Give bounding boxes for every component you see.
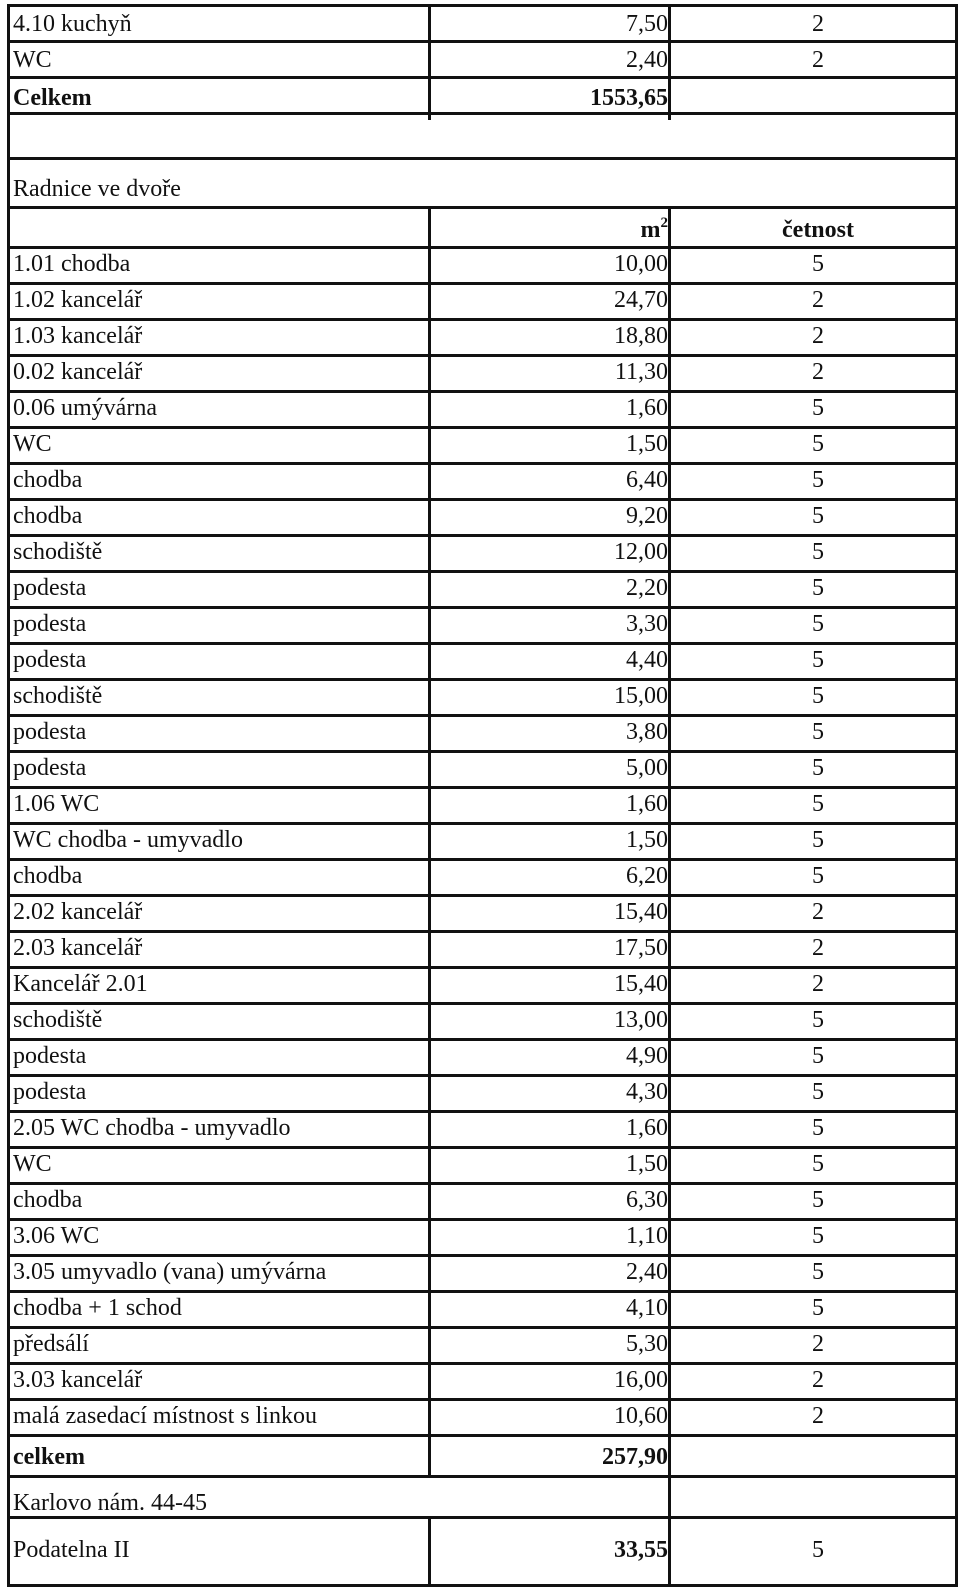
- row-area: 12,00: [614, 539, 668, 565]
- row-name: 1.02 kancelář: [13, 287, 143, 313]
- row-name: 3.05 umyvadlo (vana) umývárna: [13, 1259, 327, 1285]
- total-label: Celkem: [13, 85, 92, 111]
- row-area: 2,20: [626, 575, 668, 601]
- row-divider: [7, 1516, 958, 1519]
- row-count: 2: [812, 11, 824, 37]
- row-name: podesta: [13, 575, 87, 601]
- row-name: WC chodba - umyvadlo: [13, 827, 243, 853]
- row-count: 2: [812, 1403, 824, 1429]
- row-area: 15,40: [614, 899, 668, 925]
- row-area: 18,80: [614, 323, 668, 349]
- row-count: 5: [812, 539, 824, 565]
- row-area: 1,60: [626, 791, 668, 817]
- row-count: 5: [812, 1295, 824, 1321]
- row-count: 5: [812, 1079, 824, 1105]
- row-count: 5: [812, 647, 824, 673]
- row-divider: [7, 390, 958, 393]
- row-count: 5: [812, 863, 824, 889]
- row-name: podesta: [13, 611, 87, 637]
- row-divider: [7, 606, 958, 609]
- row-area: 2,40: [626, 47, 668, 73]
- column-divider: [668, 1516, 671, 1587]
- row-name: podesta: [13, 647, 87, 673]
- row-divider: [7, 1475, 958, 1478]
- row-count: 5: [812, 755, 824, 781]
- row-divider: [7, 1434, 958, 1437]
- row-count: 5: [812, 791, 824, 817]
- area-column-header: $m^2$: [640, 215, 668, 243]
- row-name: předsálí: [13, 1331, 89, 1357]
- row-count: 2: [812, 1367, 824, 1393]
- location-label: Karlovo nám. 44-45: [13, 1490, 207, 1516]
- row-divider: [7, 282, 958, 285]
- row-count: 2: [812, 971, 824, 997]
- row-name: 4.10 kuchyň: [13, 11, 132, 37]
- row-count: 5: [812, 1259, 824, 1285]
- row-name: chodba: [13, 1187, 83, 1213]
- row-divider: [7, 1254, 958, 1257]
- row-name: 1.01 chodba: [13, 251, 131, 277]
- row-divider: [7, 498, 958, 501]
- row-name: podesta: [13, 1079, 87, 1105]
- row-name: 2.02 kancelář: [13, 899, 143, 925]
- row-divider: [7, 1326, 958, 1329]
- row-name: 2.05 WC chodba - umyvadlo: [13, 1115, 291, 1141]
- row-area: 1,50: [626, 1151, 668, 1177]
- row-count: 5: [812, 251, 824, 277]
- row-area: 1,50: [626, 431, 668, 457]
- row-divider: [7, 40, 958, 43]
- row-area: 10,60: [614, 1403, 668, 1429]
- row-area: 11,30: [614, 359, 668, 385]
- row-area: 4,10: [626, 1295, 668, 1321]
- row-count: 5: [812, 467, 824, 493]
- row-divider: [7, 642, 958, 645]
- row-divider: [7, 1398, 958, 1401]
- row-count: 5: [812, 1007, 824, 1033]
- row-area: 4,90: [626, 1043, 668, 1069]
- row-count: 2: [812, 1331, 824, 1357]
- row-divider: [7, 534, 958, 537]
- row-area: 15,00: [614, 683, 668, 709]
- row-area: 2,40: [626, 1259, 668, 1285]
- row-divider: [7, 318, 958, 321]
- row-divider: [7, 112, 958, 115]
- row-divider: [7, 1362, 958, 1365]
- row-area: 5,00: [626, 755, 668, 781]
- row-name: 3.03 kancelář: [13, 1367, 143, 1393]
- row-name: 2.03 kancelář: [13, 935, 143, 961]
- row-area: 17,50: [614, 935, 668, 961]
- row-divider: [7, 426, 958, 429]
- row-divider: [7, 822, 958, 825]
- row-area: 1,10: [626, 1223, 668, 1249]
- row-divider: [7, 1290, 958, 1293]
- row-divider: [7, 1002, 958, 1005]
- row-name: WC: [13, 431, 52, 457]
- row-area: 3,30: [626, 611, 668, 637]
- section-title: Radnice ve dvoře: [13, 176, 181, 202]
- count-column-header: četnost: [782, 217, 854, 243]
- row-count: 5: [812, 827, 824, 853]
- row-count: 5: [812, 1187, 824, 1213]
- row-divider: [7, 894, 958, 897]
- row-divider: [7, 462, 958, 465]
- row-area: 33,55: [614, 1537, 668, 1563]
- row-name: podesta: [13, 1043, 87, 1069]
- column-divider: [428, 4, 431, 120]
- table-border: [955, 4, 958, 1587]
- row-count: 5: [812, 395, 824, 421]
- row-count: 5: [812, 503, 824, 529]
- row-name: schodiště: [13, 1007, 103, 1033]
- row-divider: [7, 786, 958, 789]
- row-divider: [7, 1182, 958, 1185]
- column-divider: [668, 4, 671, 120]
- row-area: 4,40: [626, 647, 668, 673]
- row-name: malá zasedací místnost s linkou: [13, 1403, 317, 1429]
- row-name: 1.03 kancelář: [13, 323, 143, 349]
- row-count: 2: [812, 935, 824, 961]
- row-name: Kancelář 2.01: [13, 971, 148, 997]
- row-area: 1,60: [626, 395, 668, 421]
- total-value: 1553,65: [590, 85, 668, 111]
- row-name: 3.06 WC: [13, 1223, 100, 1249]
- row-name: schodiště: [13, 683, 103, 709]
- row-divider: [7, 750, 958, 753]
- row-divider: [7, 157, 958, 160]
- row-name: 0.06 umývárna: [13, 395, 157, 421]
- row-count: 5: [812, 1115, 824, 1141]
- row-name: chodba: [13, 467, 83, 493]
- row-name: schodiště: [13, 539, 103, 565]
- row-divider: [7, 714, 958, 717]
- row-count: 2: [812, 287, 824, 313]
- row-name: chodba + 1 schod: [13, 1295, 182, 1321]
- row-divider: [7, 930, 958, 933]
- table-border: [7, 4, 10, 1587]
- row-divider: [7, 246, 958, 249]
- row-name: chodba: [13, 863, 83, 889]
- row-divider: [7, 1218, 958, 1221]
- row-count: 5: [812, 1043, 824, 1069]
- row-count: 5: [812, 683, 824, 709]
- row-count: 5: [812, 1223, 824, 1249]
- row-area: 16,00: [614, 1367, 668, 1393]
- row-count: 5: [812, 1537, 824, 1563]
- row-count: 5: [812, 719, 824, 745]
- row-name: 1.06 WC: [13, 791, 100, 817]
- row-count: 2: [812, 323, 824, 349]
- row-count: 5: [812, 431, 824, 457]
- row-divider: [7, 1038, 958, 1041]
- row-area: 7,50: [626, 11, 668, 37]
- row-area: 6,20: [626, 863, 668, 889]
- row-divider: [7, 4, 958, 7]
- row-area: 1,50: [626, 827, 668, 853]
- row-name: chodba: [13, 503, 83, 529]
- row-divider: [7, 966, 958, 969]
- row-count: 5: [812, 575, 824, 601]
- row-divider: [7, 858, 958, 861]
- row-count: 5: [812, 611, 824, 637]
- row-area: 6,40: [626, 467, 668, 493]
- row-count: 2: [812, 47, 824, 73]
- column-divider: [428, 206, 431, 1475]
- row-area: 1,60: [626, 1115, 668, 1141]
- row-count: 2: [812, 899, 824, 925]
- row-area: 6,30: [626, 1187, 668, 1213]
- row-divider: [7, 570, 958, 573]
- row-area: 4,30: [626, 1079, 668, 1105]
- row-area: 24,70: [614, 287, 668, 313]
- row-divider: [7, 76, 958, 79]
- row-divider: [7, 1110, 958, 1113]
- row-area: 13,00: [614, 1007, 668, 1033]
- row-area: 15,40: [614, 971, 668, 997]
- row-name: Podatelna II: [13, 1537, 130, 1563]
- row-divider: [7, 1074, 958, 1077]
- row-area: 9,20: [626, 503, 668, 529]
- row-divider: [7, 206, 958, 209]
- row-area: 5,30: [626, 1331, 668, 1357]
- column-divider: [428, 1516, 431, 1587]
- total-value: 257,90: [602, 1444, 668, 1470]
- total-label: celkem: [13, 1444, 85, 1470]
- row-name: WC: [13, 47, 52, 73]
- row-name: podesta: [13, 719, 87, 745]
- row-count: 5: [812, 1151, 824, 1177]
- column-divider: [668, 206, 671, 1516]
- row-divider: [7, 678, 958, 681]
- row-area: 3,80: [626, 719, 668, 745]
- row-divider: [7, 354, 958, 357]
- row-name: WC: [13, 1151, 52, 1177]
- row-count: 2: [812, 359, 824, 385]
- row-name: 0.02 kancelář: [13, 359, 143, 385]
- row-area: 10,00: [614, 251, 668, 277]
- row-name: podesta: [13, 755, 87, 781]
- row-divider: [7, 1146, 958, 1149]
